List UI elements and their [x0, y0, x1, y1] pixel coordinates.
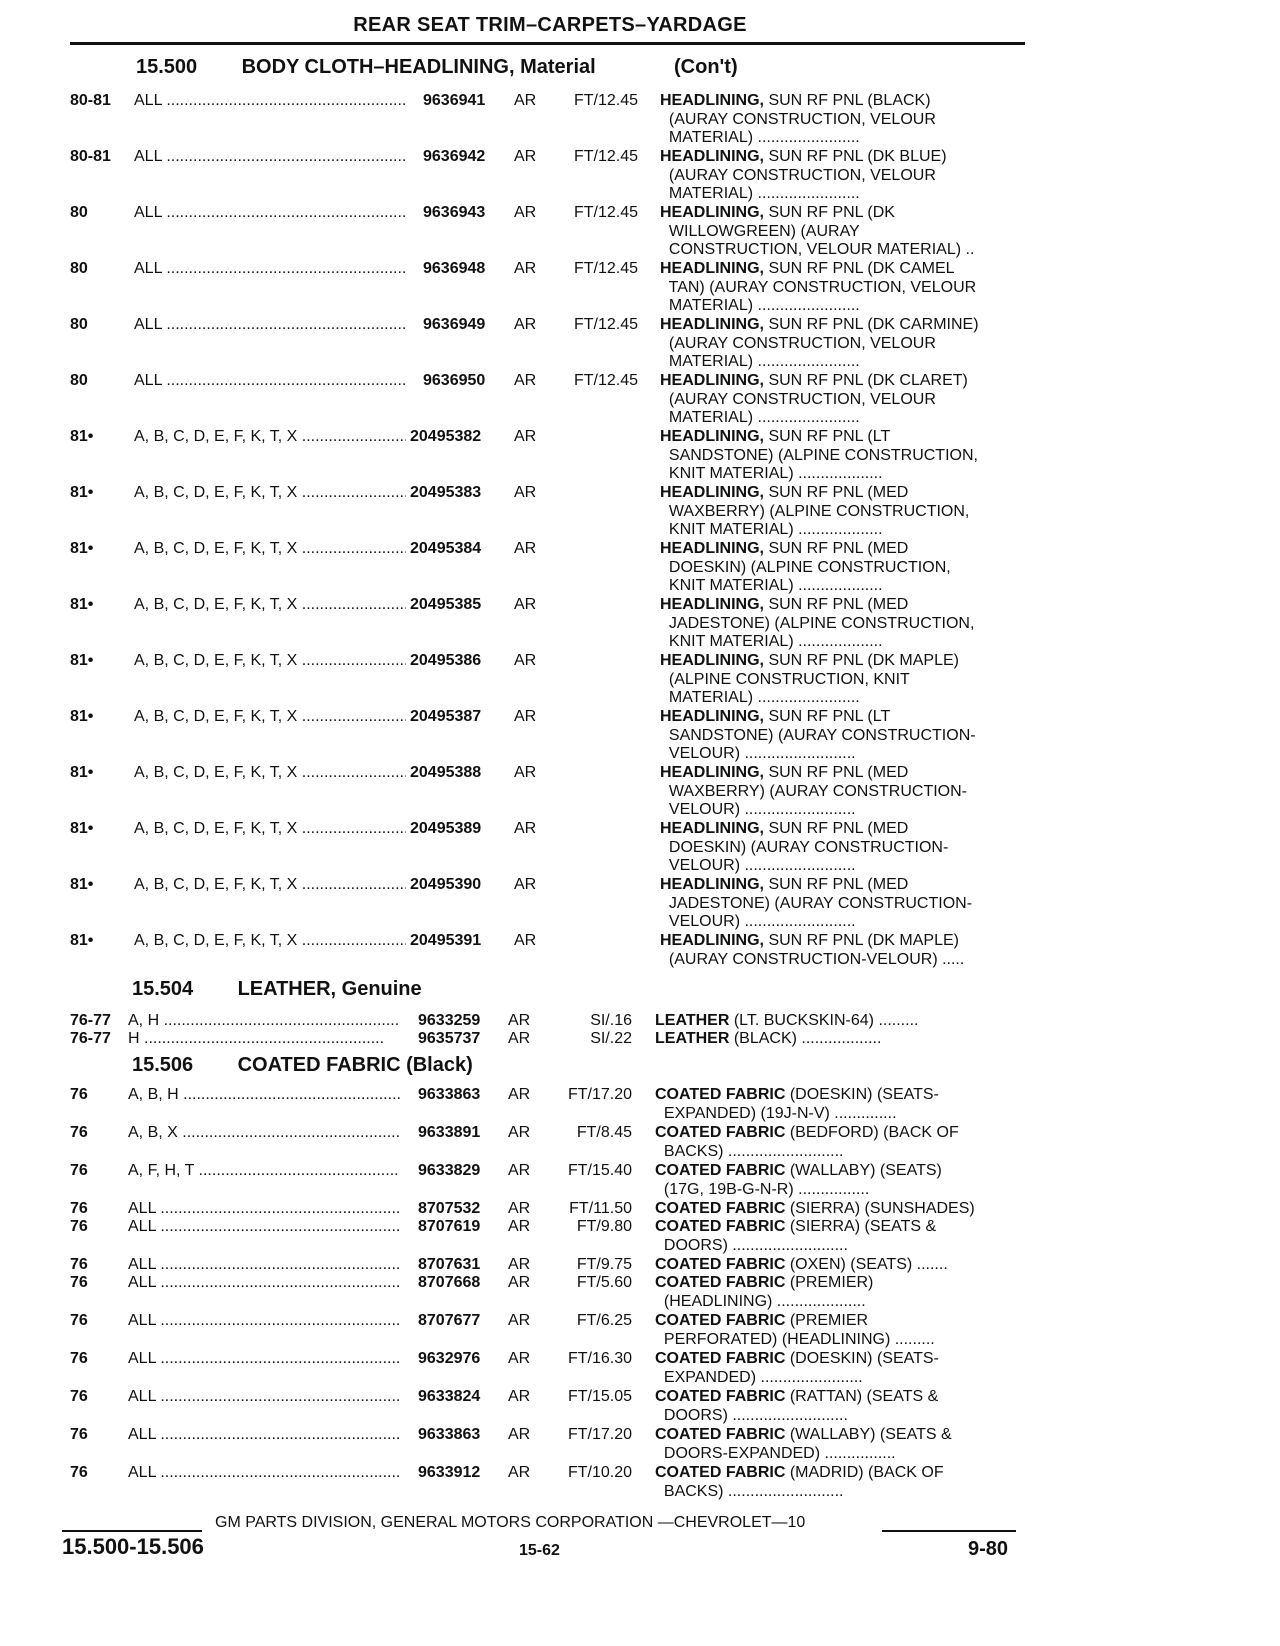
entry-term: HEADLINING, — [660, 316, 764, 333]
entry-description — [660, 932, 964, 969]
entry-rate: FT/15.40 — [567, 1162, 632, 1179]
entry-models: ALL ..... — [128, 1256, 400, 1275]
entry-rate: FT/12.45 — [573, 148, 638, 165]
entry-rate: FT/10.20 — [567, 1464, 632, 1481]
entry-detail: (WALLABY) (SEATS) (17G, 19B-G-N-R) ................ — [663, 1162, 942, 1198]
entry-term: HEADLINING, — [660, 932, 764, 949]
entry-year: 81• — [70, 764, 94, 781]
entry-detail: (SIERRA) (SEATS & DOORS) .......................... — [663, 1218, 937, 1254]
entry-part-number: 8707677 — [418, 1312, 481, 1329]
footer-publisher: GM PARTS DIVISION, GENERAL MOTORS CORPORATION —CHEVROLET—10 — [215, 1514, 806, 1531]
entry-detail: SUN RF PNL (LT SANDSTONE) (ALPINE CONSTRUCTION, KNIT MATERIAL) ................... — [668, 428, 978, 482]
entry-detail: SUN RF PNL (MED DOESKIN) (ALPINE CONSTRUCTION, KNIT MATERIAL) ................... — [668, 540, 951, 594]
entry-term: COATED FABRIC — [655, 1274, 786, 1291]
entry-models: A, B, C, D, E, F, K, T, X ..... — [134, 876, 406, 895]
entry-models: A, B, H ..... — [128, 1086, 400, 1105]
entry-year: 76 — [70, 1218, 88, 1235]
entry-quantity: AR — [514, 92, 537, 109]
entry-year: 76 — [70, 1256, 88, 1273]
entry-description — [660, 316, 979, 372]
entry-term: HEADLINING, — [660, 372, 764, 389]
entry-models: ALL ..... — [134, 316, 406, 335]
entry-term: COATED FABRIC — [655, 1312, 786, 1329]
entry-part-number: 8707668 — [418, 1274, 481, 1291]
entry-description — [660, 820, 948, 876]
section-title: BODY CLOTH–HEADLINING, Material — [241, 56, 596, 78]
entry-part-number: 9633863 — [418, 1426, 481, 1443]
entry-models: A, B, C, D, E, F, K, T, X ..... — [134, 596, 406, 615]
entry-description — [655, 1312, 935, 1349]
entry-detail: (LT. BUCKSKIN-64) ......... — [729, 1012, 919, 1029]
entry-detail: SUN RF PNL (MED WAXBERRY) (AURAY CONSTRUCTION- VELOUR) ......................... — [668, 764, 967, 818]
entry-quantity: AR — [508, 1012, 531, 1029]
entry-models: ALL ..... — [134, 148, 406, 167]
entry-year: 76-77 — [70, 1012, 111, 1029]
entry-year: 76 — [70, 1426, 88, 1443]
entry-detail: SUN RF PNL (DK MAPLE) (ALPINE CONSTRUCTION, KNIT MATERIAL) ....................... — [668, 652, 959, 706]
entry-term: HEADLINING, — [660, 820, 764, 837]
entry-models: A, B, C, D, E, F, K, T, X ..... — [134, 484, 406, 503]
entry-rate: FT/8.45 — [576, 1124, 632, 1141]
entry-rate: FT/12.45 — [573, 204, 638, 221]
entry-year: 81• — [70, 820, 94, 837]
entry-quantity: AR — [508, 1200, 531, 1217]
entry-description — [655, 1124, 959, 1161]
section-continued: (Con't) — [674, 56, 738, 78]
entry-models: A, B, C, D, E, F, K, T, X ..... — [134, 932, 406, 951]
entry-models: ALL ..... — [128, 1218, 400, 1237]
entry-term: HEADLINING, — [660, 596, 764, 613]
section-heading — [132, 978, 422, 1001]
entry-part-number: 9636942 — [423, 148, 486, 165]
entry-term: HEADLINING, — [660, 260, 764, 277]
entry-part-number: 9633912 — [418, 1464, 481, 1481]
entry-quantity: AR — [514, 372, 537, 389]
entry-year: 76 — [70, 1388, 88, 1405]
entry-description — [655, 1426, 952, 1463]
entry-term: HEADLINING, — [660, 428, 764, 445]
entry-part-number: 20495389 — [410, 820, 482, 837]
entry-rate: FT/9.80 — [576, 1218, 632, 1235]
entry-models: A, B, C, D, E, F, K, T, X ..... — [134, 540, 406, 559]
entry-quantity: AR — [514, 820, 537, 837]
entry-term: COATED FABRIC — [655, 1124, 786, 1141]
entry-detail: (PREMIER PERFORATED) (HEADLINING) ......... — [663, 1312, 935, 1348]
entry-rate: FT/6.25 — [576, 1312, 632, 1329]
entry-detail: SUN RF PNL (MED JADESTONE) (ALPINE CONSTRUCTION, KNIT MATERIAL) ................... — [668, 596, 975, 650]
entry-year: 81• — [70, 652, 94, 669]
entry-part-number: 20495390 — [410, 876, 482, 893]
entry-models: ALL ..... — [128, 1312, 400, 1331]
entry-description — [660, 428, 978, 484]
entry-quantity: AR — [508, 1086, 531, 1103]
footer-rule — [882, 1530, 1016, 1532]
entry-models: A, B, C, D, E, F, K, T, X ..... — [134, 708, 406, 727]
entry-detail: SUN RF PNL (DK CAMEL TAN) (AURAY CONSTRUCTION, VELOUR MATERIAL) ....................... — [668, 260, 977, 314]
section-heading — [132, 1054, 473, 1077]
entry-term: COATED FABRIC — [655, 1256, 786, 1273]
entry-models: A, H ..... — [128, 1012, 400, 1031]
entry-part-number: 9636949 — [423, 316, 486, 333]
entry-description — [660, 372, 968, 428]
entry-detail: (BLACK) .................. — [729, 1030, 882, 1047]
entry-part-number: 20495382 — [410, 428, 482, 445]
entry-quantity: AR — [508, 1388, 531, 1405]
entry-description — [660, 652, 959, 708]
entry-year: 76 — [70, 1124, 88, 1141]
entry-detail: (BEDFORD) (BACK OF BACKS) .......................... — [663, 1124, 959, 1160]
entry-detail: SUN RF PNL (MED DOESKIN) (AURAY CONSTRUCTION- VELOUR) ......................... — [668, 820, 949, 874]
entry-description — [655, 1388, 938, 1425]
entry-detail: (WALLABY) (SEATS & DOORS-EXPANDED) ................ — [663, 1426, 952, 1462]
entry-term: HEADLINING, — [660, 148, 764, 165]
entry-detail: SUN RF PNL (DK CLARET) (AURAY CONSTRUCTION, VELOUR MATERIAL) ....................... — [668, 372, 968, 426]
entry-detail: SUN RF PNL (MED WAXBERRY) (ALPINE CONSTRUCTION, KNIT MATERIAL) ................... — [668, 484, 970, 538]
entry-quantity: AR — [508, 1312, 531, 1329]
entry-rate: FT/12.45 — [573, 92, 638, 109]
entry-models: ALL ..... — [128, 1464, 400, 1483]
header-rule — [70, 42, 1025, 45]
entry-part-number: 9632976 — [418, 1350, 481, 1367]
entry-description — [660, 92, 936, 148]
entry-models: ALL ..... — [128, 1426, 400, 1445]
entry-year: 80 — [70, 316, 88, 333]
entry-term: COATED FABRIC — [655, 1218, 786, 1235]
entry-models: A, B, C, D, E, F, K, T, X ..... — [134, 820, 406, 839]
entry-description — [660, 204, 974, 260]
entry-term: COATED FABRIC — [655, 1086, 786, 1103]
section-number: 15.500 — [136, 56, 198, 78]
entry-term: COATED FABRIC — [655, 1464, 786, 1481]
entry-quantity: AR — [514, 932, 537, 949]
entry-quantity: AR — [508, 1426, 531, 1443]
section-heading — [136, 56, 738, 79]
entry-part-number: 9633891 — [418, 1124, 481, 1141]
entry-description — [655, 1256, 948, 1275]
entry-models: ALL ..... — [128, 1274, 400, 1293]
entry-term: COATED FABRIC — [655, 1162, 786, 1179]
entry-detail: (DOESKIN) (SEATS- EXPANDED) ....................... — [663, 1350, 939, 1386]
entry-term: COATED FABRIC — [655, 1426, 786, 1443]
entry-term: HEADLINING, — [660, 876, 764, 893]
entry-models: A, B, X ..... — [128, 1124, 400, 1143]
entry-part-number: 9636950 — [423, 372, 486, 389]
entry-description — [660, 596, 974, 652]
entry-description — [655, 1350, 939, 1387]
entry-rate: FT/12.45 — [573, 316, 638, 333]
entry-term: HEADLINING, — [660, 92, 764, 109]
entry-rate: FT/11.50 — [569, 1200, 632, 1217]
entry-quantity: AR — [514, 316, 537, 333]
entry-description — [655, 1274, 873, 1311]
entry-part-number: 9633824 — [418, 1388, 481, 1405]
section-number: 15.504 — [132, 978, 194, 1000]
entry-part-number: 9636941 — [423, 92, 486, 109]
entry-detail: SUN RF PNL (DK WILLOWGREEN) (AURAY CONSTRUCTION, VELOUR MATERIAL) .. — [668, 204, 975, 258]
section-title: COATED FABRIC (Black) — [237, 1054, 473, 1076]
section-number: 15.506 — [132, 1054, 194, 1076]
entry-detail: SUN RF PNL (BLACK) (AURAY CONSTRUCTION, VELOUR MATERIAL) ....................... — [668, 92, 936, 146]
entry-detail: (SIERRA) (SUNSHADES) — [785, 1200, 975, 1217]
entry-term: COATED FABRIC — [655, 1350, 786, 1367]
entry-quantity: AR — [514, 428, 537, 445]
entry-models: ALL ..... — [134, 372, 406, 391]
entry-detail: SUN RF PNL (LT SANDSTONE) (AURAY CONSTRUCTION- VELOUR) ......................... — [668, 708, 976, 762]
entry-quantity: AR — [514, 148, 537, 165]
entry-term: HEADLINING, — [660, 484, 764, 501]
entry-part-number: 9633259 — [418, 1012, 481, 1029]
entry-models: ALL ..... — [134, 92, 406, 111]
entry-models: A, F, H, T ..... — [128, 1162, 400, 1181]
entry-year: 81• — [70, 708, 94, 725]
entry-part-number: 9633863 — [418, 1086, 481, 1103]
entry-year: 80 — [70, 260, 88, 277]
entry-part-number: 20495387 — [410, 708, 482, 725]
footer-section-range: 15.500-15.506 — [62, 1534, 204, 1559]
entry-year: 76 — [70, 1162, 88, 1179]
entry-year: 80 — [70, 372, 88, 389]
entry-term: HEADLINING, — [660, 540, 764, 557]
entry-part-number: 9635737 — [418, 1030, 481, 1047]
entry-description — [660, 708, 976, 764]
entry-rate: FT/9.75 — [576, 1256, 632, 1273]
entry-quantity: AR — [514, 652, 537, 669]
entry-term: COATED FABRIC — [655, 1200, 786, 1217]
entry-models: A, B, C, D, E, F, K, T, X ..... — [134, 764, 406, 783]
page-title: REAR SEAT TRIM–CARPETS–YARDAGE — [353, 14, 747, 36]
entry-rate: FT/17.20 — [567, 1086, 632, 1103]
entry-quantity: AR — [514, 876, 537, 893]
entry-description — [655, 1162, 942, 1199]
entry-models: ALL ..... — [134, 204, 406, 223]
entry-description — [660, 148, 947, 204]
entry-description — [655, 1086, 939, 1123]
entry-description — [655, 1200, 975, 1219]
entry-models: ALL ..... — [128, 1350, 400, 1369]
entry-rate: FT/16.30 — [567, 1350, 632, 1367]
entry-part-number: 20495383 — [410, 484, 482, 501]
entry-rate: FT/15.05 — [567, 1388, 632, 1405]
entry-year: 76 — [70, 1464, 88, 1481]
entry-quantity: AR — [508, 1162, 531, 1179]
entry-detail: SUN RF PNL (DK CARMINE) (AURAY CONSTRUCTION, VELOUR MATERIAL) ....................... — [668, 316, 979, 370]
entry-part-number: 20495385 — [410, 596, 482, 613]
entry-models: A, B, C, D, E, F, K, T, X ..... — [134, 652, 406, 671]
entry-rate: SI/.22 — [590, 1030, 632, 1047]
entry-quantity: AR — [508, 1464, 531, 1481]
entry-part-number: 20495388 — [410, 764, 482, 781]
entry-year: 81• — [70, 428, 94, 445]
entry-detail: (PREMIER) (HEADLINING) .................... — [663, 1274, 874, 1310]
entry-description — [660, 876, 972, 932]
entry-year: 76 — [70, 1350, 88, 1367]
entry-detail: (OXEN) (SEATS) ....... — [785, 1256, 948, 1273]
entry-part-number: 20495391 — [410, 932, 482, 949]
entry-year: 76-77 — [70, 1030, 111, 1047]
entry-description — [655, 1012, 918, 1031]
entry-detail: (RATTAN) (SEATS & DOORS) .......................... — [663, 1388, 939, 1424]
entry-rate: SI/.16 — [590, 1012, 632, 1029]
entry-quantity: AR — [514, 708, 537, 725]
entry-term: HEADLINING, — [660, 708, 764, 725]
entry-term: LEATHER — [655, 1030, 730, 1047]
entry-year: 76 — [70, 1312, 88, 1329]
entry-term: HEADLINING, — [660, 764, 764, 781]
entry-year: 81• — [70, 932, 94, 949]
entry-description — [655, 1218, 936, 1255]
footer-page-number: 15-62 — [519, 1542, 560, 1559]
entry-part-number: 8707631 — [418, 1256, 481, 1273]
entry-year: 81• — [70, 876, 94, 893]
entry-year: 81• — [70, 596, 94, 613]
entry-description — [660, 764, 967, 820]
entry-part-number: 8707532 — [418, 1200, 481, 1217]
entry-part-number: 20495384 — [410, 540, 482, 557]
footer-rule — [62, 1530, 202, 1532]
entry-year: 80 — [70, 204, 88, 221]
entry-quantity: AR — [508, 1256, 531, 1273]
entry-quantity: AR — [508, 1030, 531, 1047]
entry-models: ALL ..... — [134, 260, 406, 279]
entry-quantity: AR — [508, 1274, 531, 1291]
entry-year: 76 — [70, 1274, 88, 1291]
entry-rate: FT/12.45 — [573, 372, 638, 389]
entry-year: 80-81 — [70, 92, 111, 109]
entry-detail: SUN RF PNL (MED JADESTONE) (AURAY CONSTRUCTION- VELOUR) ......................... — [668, 876, 973, 930]
entry-description — [660, 540, 951, 596]
entry-year: 81• — [70, 540, 94, 557]
entry-detail: SUN RF PNL (DK MAPLE) (AURAY CONSTRUCTION-VELOUR) ..... — [668, 932, 965, 968]
entry-rate: FT/12.45 — [573, 260, 638, 277]
entry-description — [660, 260, 976, 316]
entry-quantity: AR — [508, 1218, 531, 1235]
entry-term: HEADLINING, — [660, 204, 764, 221]
entry-quantity: AR — [514, 596, 537, 613]
entry-part-number: 20495386 — [410, 652, 482, 669]
entry-quantity: AR — [514, 484, 537, 501]
entry-quantity: AR — [514, 260, 537, 277]
entry-detail: (DOESKIN) (SEATS- EXPANDED) (19J-N-V) .............. — [663, 1086, 939, 1122]
entry-models: H ..... — [128, 1030, 400, 1049]
entry-detail: SUN RF PNL (DK BLUE) (AURAY CONSTRUCTION, VELOUR MATERIAL) ....................... — [668, 148, 947, 202]
entry-part-number: 9636943 — [423, 204, 486, 221]
entry-part-number: 8707619 — [418, 1218, 481, 1235]
entry-description — [655, 1030, 881, 1049]
section-title: LEATHER, Genuine — [237, 978, 422, 1000]
entry-term: LEATHER — [655, 1012, 730, 1029]
entry-year: 76 — [70, 1086, 88, 1103]
entry-quantity: AR — [514, 540, 537, 557]
entry-models: ALL ..... — [128, 1388, 400, 1407]
entry-models: A, B, C, D, E, F, K, T, X ..... — [134, 428, 406, 447]
entry-term: COATED FABRIC — [655, 1388, 786, 1405]
entry-quantity: AR — [508, 1350, 531, 1367]
entry-quantity: AR — [508, 1124, 531, 1141]
entry-description — [655, 1464, 944, 1501]
entry-rate: FT/17.20 — [567, 1426, 632, 1443]
entry-description — [660, 484, 969, 540]
entry-quantity: AR — [514, 204, 537, 221]
entry-part-number: 9633829 — [418, 1162, 481, 1179]
entry-detail: (MADRID) (BACK OF BACKS) .......................... — [663, 1464, 944, 1500]
entry-year: 80-81 — [70, 148, 111, 165]
entry-part-number: 9636948 — [423, 260, 486, 277]
entry-models: ALL ..... — [128, 1200, 400, 1219]
entry-year: 81• — [70, 484, 94, 501]
entry-quantity: AR — [514, 764, 537, 781]
footer-date: 9-80 — [968, 1538, 1009, 1560]
entry-term: HEADLINING, — [660, 652, 764, 669]
entry-rate: FT/5.60 — [576, 1274, 632, 1291]
entry-year: 76 — [70, 1200, 88, 1217]
